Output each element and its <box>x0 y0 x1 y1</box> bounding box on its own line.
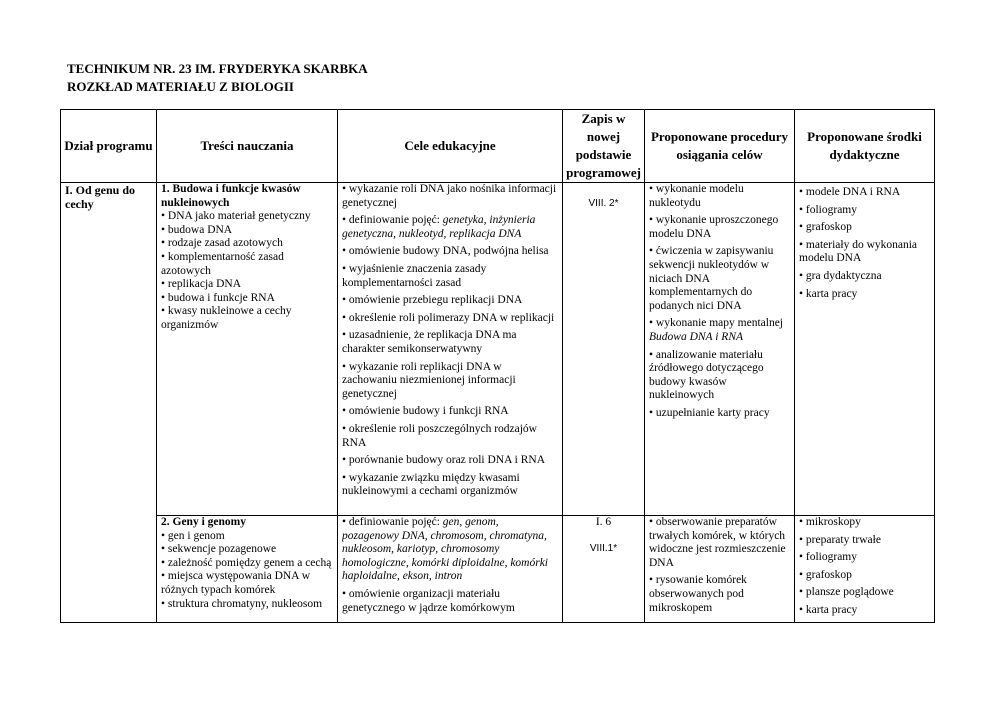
srodki-cell <box>795 516 935 623</box>
list-item: • komplementarność zasad azotowych <box>161 251 333 278</box>
list-item: • omówienie budowy DNA, podwójna helisa <box>342 245 558 259</box>
procedury-cell <box>645 516 795 623</box>
list-item: • grafoskop <box>799 569 930 583</box>
list-item: • wykonanie uproszczonego modelu DNA <box>649 214 790 241</box>
list-item: • modele DNA i RNA <box>799 186 930 200</box>
list-item: • wykazanie roli DNA jako nośnika informacji genetycznej <box>342 183 558 210</box>
list-item: • uzupełnianie karty pracy <box>649 407 790 421</box>
list-item: • wykazanie roli replikacji DNA w zachowaniu niezmienionej informacji genetycznej <box>342 361 558 402</box>
list-item: • budowa i funkcje RNA <box>161 292 333 306</box>
col-header-dzial: Dział programu <box>61 110 157 183</box>
list-item: • karta pracy <box>799 604 930 618</box>
list-item: • rysowanie komórek obserwowanych pod mikroskopem <box>649 574 790 615</box>
topic-title: 2. Geny i genomy <box>161 516 246 528</box>
col-header-tresci: Treści nauczania <box>157 110 338 183</box>
zapis-cell <box>563 516 645 623</box>
document-title: ROZKŁAD MATERIAŁU Z BIOLOGII <box>67 79 294 94</box>
list-item: • foliogramy <box>799 204 930 218</box>
list-item: • gen i genom <box>161 530 333 544</box>
zapis-value: VIII. 2* <box>588 198 619 209</box>
zapis-cell <box>563 183 645 516</box>
document-header <box>67 60 368 96</box>
curriculum-table <box>60 109 935 623</box>
list-item: • omówienie organizacji materiału genetycznego w jądrze komórkowym <box>342 588 558 615</box>
cele-cell <box>338 516 563 623</box>
list-item: • foliogramy <box>799 551 930 565</box>
list-item: • DNA jako materiał genetyczny <box>161 210 333 224</box>
list-item: • grafoskop <box>799 221 930 235</box>
topic-title: 1. Budowa i funkcje kwasów nukleinowych <box>161 183 301 209</box>
list-item: • wyjaśnienie znaczenia zasady komplementarności zasad <box>342 263 558 290</box>
list-item: • karta pracy <box>799 288 930 302</box>
srodki-cell <box>795 183 935 516</box>
col-header-procedury: Proponowane procedury osiągania celów <box>645 110 795 183</box>
section-name: I. Od genu do cechy <box>65 183 136 211</box>
list-item: • definiowanie pojęć: genetyka, inżynieria genetyczna, nukleotyd, replikacja DNA <box>342 214 558 241</box>
list-item: • preparaty trwałe <box>799 534 930 548</box>
zapis-value: VIII.1* <box>589 542 618 554</box>
list-item: • ćwiczenia w zapisywaniu sekwencji nukleotydów w niciach DNA komplementarnych do podanych nici DNA <box>649 245 790 313</box>
table-row <box>61 516 935 623</box>
tresci-cell <box>157 183 338 516</box>
list-item: • miejsca występowania DNA w różnych typach komórek <box>161 570 333 597</box>
list-item: • wykazanie związku między kwasami nukleinowymi a cechami organizmów <box>342 472 558 499</box>
procedury-cell <box>645 183 795 516</box>
list-item: • omówienie przebiegu replikacji DNA <box>342 294 558 308</box>
list-item: • porównanie budowy oraz roli DNA i RNA <box>342 454 558 468</box>
list-item: • uzasadnienie, że replikacja DNA ma charakter semikonserwatywny <box>342 329 558 356</box>
tresci-cell <box>157 516 338 623</box>
list-item: • wykonanie modelu nukleotydu <box>649 183 790 210</box>
col-header-srodki: Proponowane środki dydaktyczne <box>795 110 935 183</box>
list-item: • sekwencje pozagenowe <box>161 543 333 557</box>
list-item: • zależność pomiędzy genem a cechą <box>161 557 333 571</box>
zapis-value: I. 6 <box>595 516 612 528</box>
list-item: • wykonanie mapy mentalnej Budowa DNA i RNA <box>649 317 790 344</box>
list-item: • mikroskopy <box>799 516 930 530</box>
list-item: • gra dydaktyczna <box>799 270 930 284</box>
section-cell <box>61 183 157 623</box>
table-row <box>61 183 935 516</box>
list-item: • kwasy nukleinowe a cechy organizmów <box>161 305 333 332</box>
list-item: • plansze poglądowe <box>799 586 930 600</box>
list-item: • budowa DNA <box>161 224 333 238</box>
list-item: • określenie roli poszczególnych rodzajów RNA <box>342 423 558 450</box>
list-item: • obserwowanie preparatów trwałych komórek, w których widoczne jest rozmieszczenie DNA <box>649 516 790 570</box>
list-item: • definiowanie pojęć: gen, genom, pozagenowy DNA, chromosom, chromatyna, nukleosom, kariotyp, chromosomy homologiczne, komórki diploidalne, komórki haploidalne, ekson, intron <box>342 516 558 584</box>
list-item: • omówienie budowy i funkcji RNA <box>342 405 558 419</box>
table-header-row <box>61 110 935 183</box>
list-item: • analizowanie materiału źródłowego dotyczącego budowy kwasów nukleinowych <box>649 349 790 403</box>
list-item: • materiały do wykonania modelu DNA <box>799 239 930 266</box>
list-item: • rodzaje zasad azotowych <box>161 237 333 251</box>
col-header-zapis: Zapis w nowej podstawie programowej <box>563 110 645 183</box>
col-header-cele: Cele edukacyjne <box>338 110 563 183</box>
school-name: TECHNIKUM NR. 23 IM. FRYDERYKA SKARBKA <box>67 61 368 76</box>
list-item: • struktura chromatyny, nukleosom <box>161 598 333 612</box>
list-item: • określenie roli polimerazy DNA w replikacji <box>342 312 558 326</box>
list-item: • replikacja DNA <box>161 278 333 292</box>
cele-cell <box>338 183 563 516</box>
